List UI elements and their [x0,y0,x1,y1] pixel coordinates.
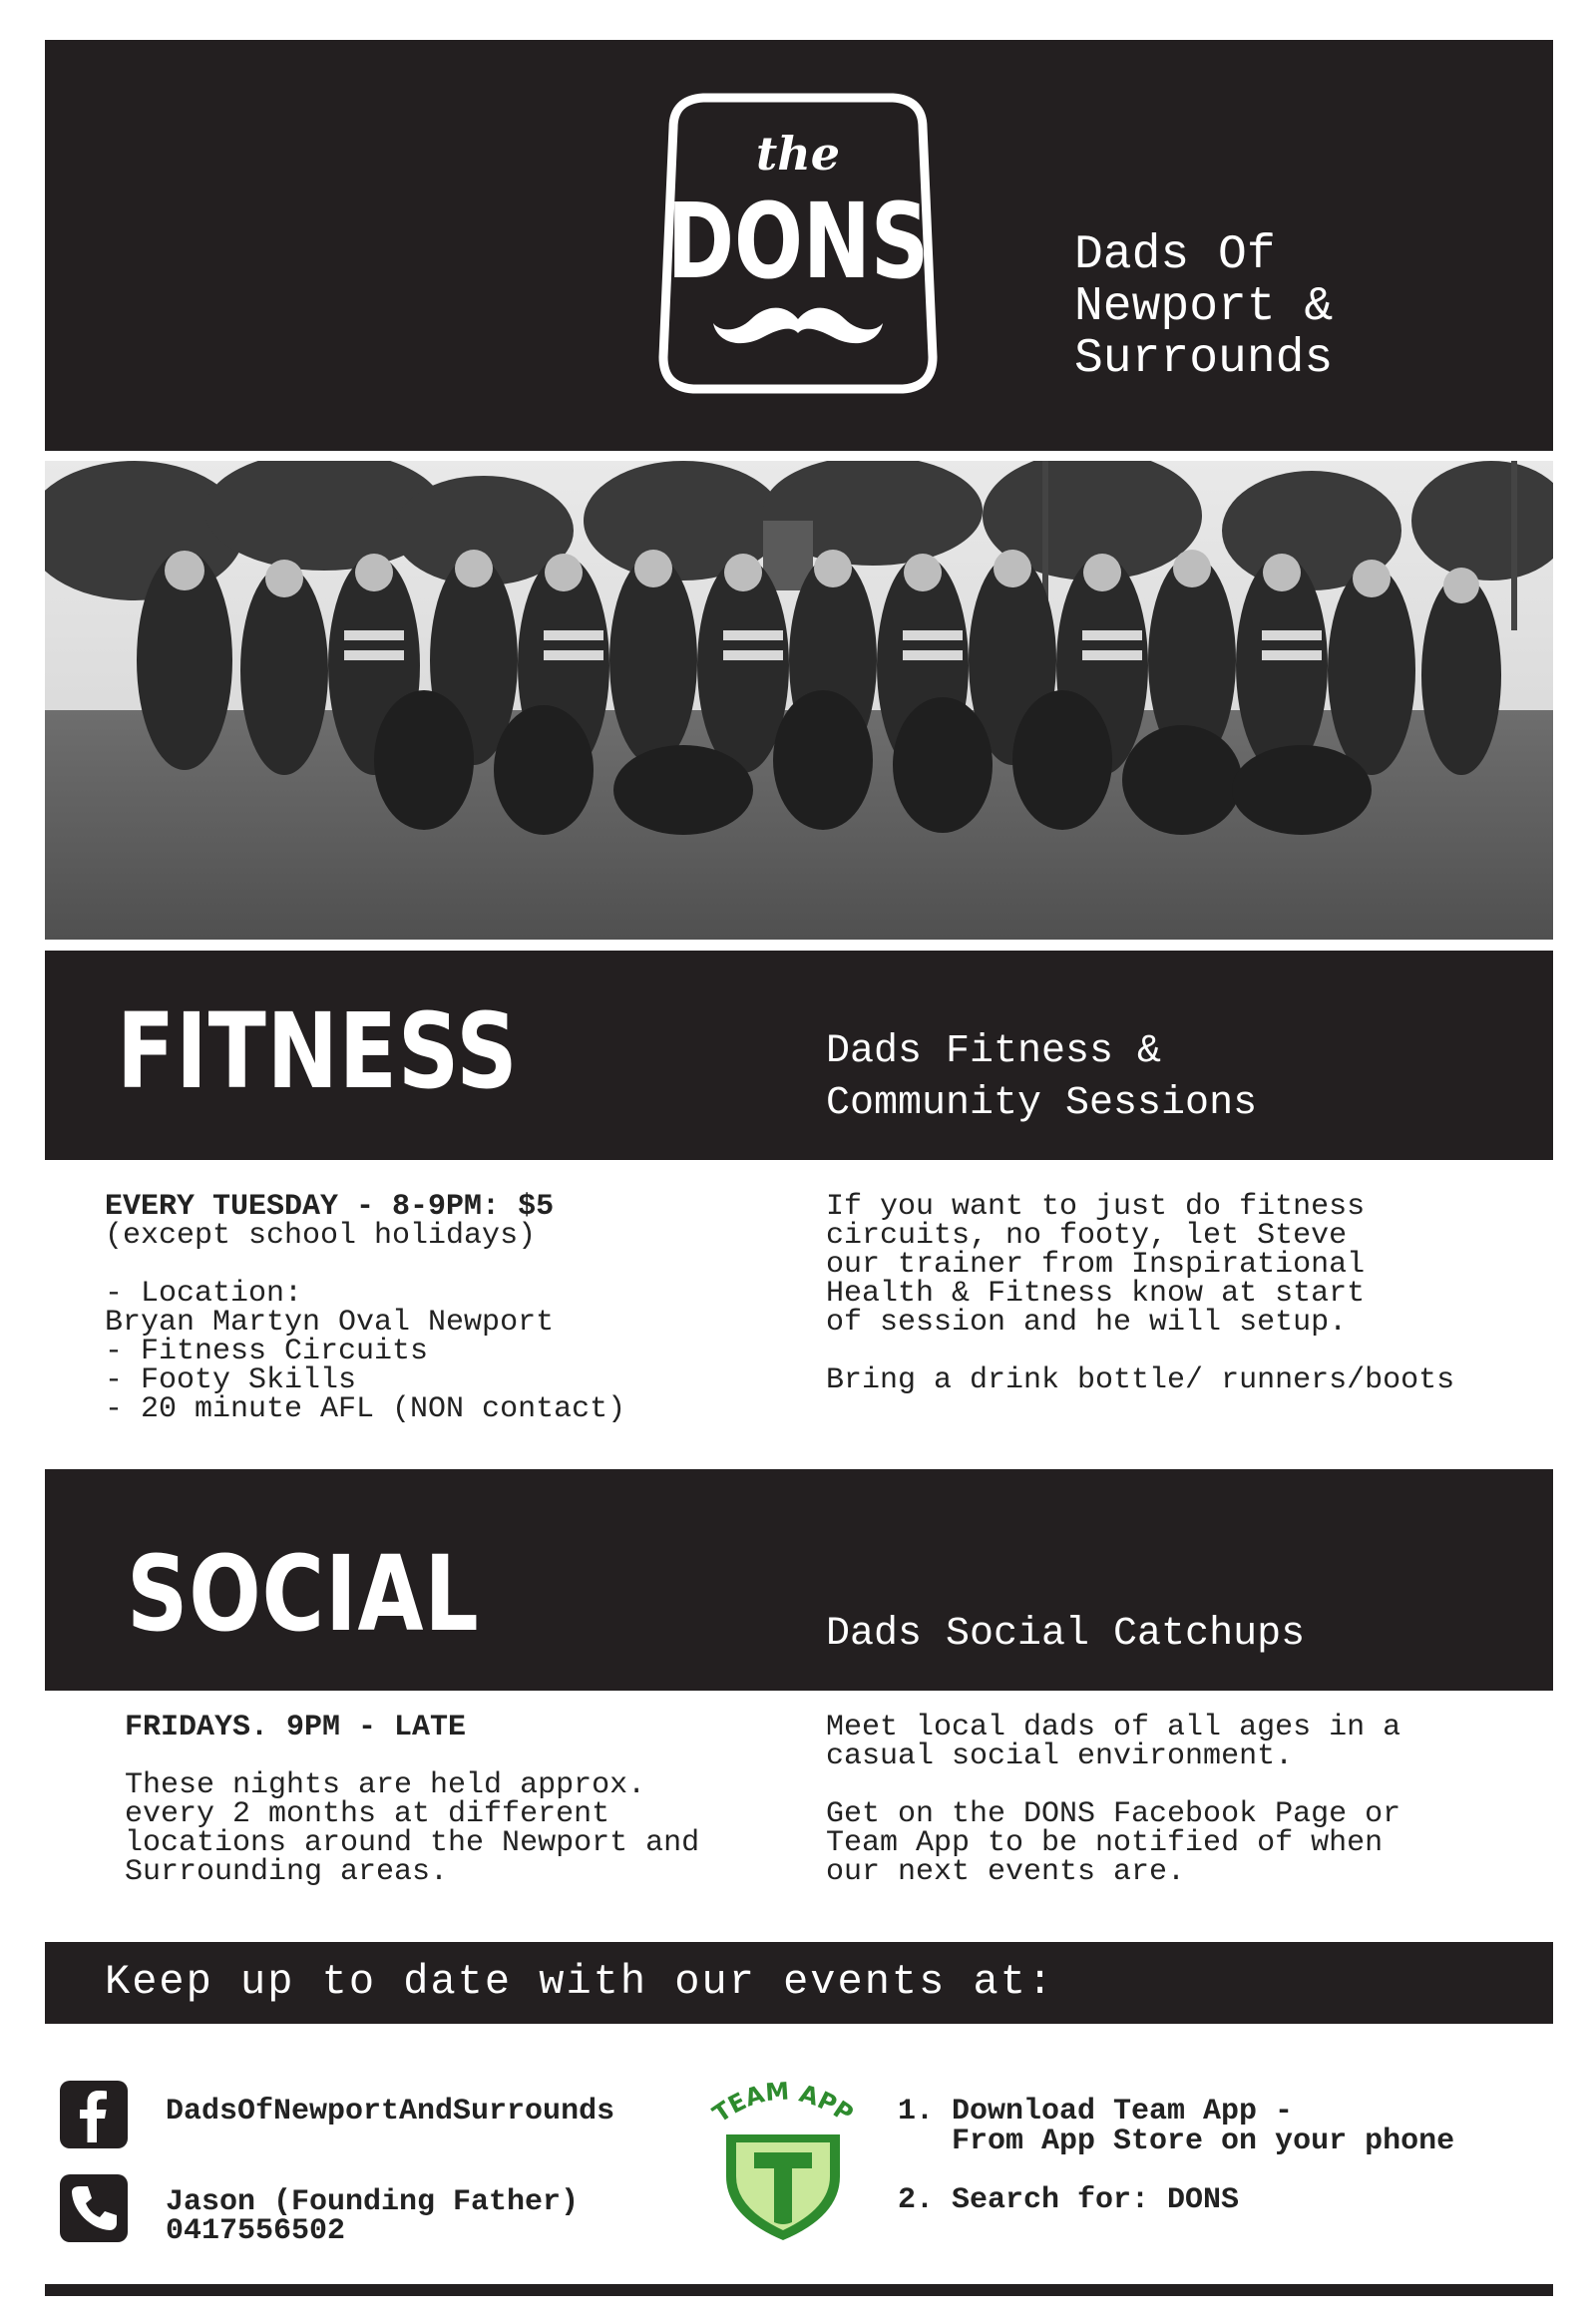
facebook-icon[interactable] [60,2081,128,2148]
social-band [45,1469,1553,1691]
dons-logo [633,88,963,407]
social-subtitle: Dads Social Catchups [826,1612,1306,1657]
social-schedule: FRIDAYS. 9PM - LATE [125,1711,467,1744]
fitness-schedule-note: (except school holidays) [105,1219,537,1253]
fitness-details: - Location: Bryan Martyn Oval Newport - Fitness Circuits - Footy Skills - 20 minute AFL (NON contact) [105,1277,626,1426]
teamapp-step-2: 2. Search for: DONS [898,2183,1240,2217]
logo-the: the [756,127,840,181]
social-info-1: Meet local dads of all ages in a casual social environment. [826,1711,1401,1773]
phone-icon[interactable] [60,2174,128,2242]
phone-contact-name: Jason (Founding Father) [166,2185,580,2219]
mustache-icon [713,308,883,344]
fitness-info: If you want to just do fitness circuits, no footy, let Steve our trainer from Inspirational Health & Fitness know at start of session and he will setup. [826,1190,1366,1340]
teamapp-step-1: 1. Download Team App - From App Store on your phone [898,2095,1455,2158]
teamapp-logo[interactable] [710,2077,856,2244]
social-info-2: Get on the DONS Facebook Page or Team App to be notified of when our next events are. [826,1797,1401,1889]
bottom-divider [45,2284,1553,2296]
group-photo [45,461,1553,940]
fitness-subtitle: Dads Fitness & Community Sessions [826,1029,1258,1126]
keepup-band [45,1942,1553,2024]
header-tagline: Dads Of Newport & Surrounds [1074,228,1334,386]
fitness-bring: Bring a drink bottle/ runners/boots [826,1363,1455,1397]
svg-text:TEAM APP [710,2077,856,2128]
keepup-text: Keep up to date with our events at: [105,1958,1055,2006]
phone-number[interactable]: 0417556502 [166,2214,346,2248]
header-band [45,40,1553,451]
teamapp-logo-text: TEAM APP [710,2077,856,2128]
logo-name: DONS [666,180,930,302]
fitness-band [45,951,1553,1160]
facebook-link[interactable]: DadsOfNewportAndSurrounds [166,2095,615,2128]
social-title: SOCIAL [127,1533,480,1655]
social-details: These nights are held approx. every 2 months at different locations around the Newport and Surrounding areas. [125,1768,700,1889]
fitness-title: FITNESS [117,990,519,1112]
fitness-schedule: EVERY TUESDAY - 8-9PM: $5 [105,1190,555,1224]
